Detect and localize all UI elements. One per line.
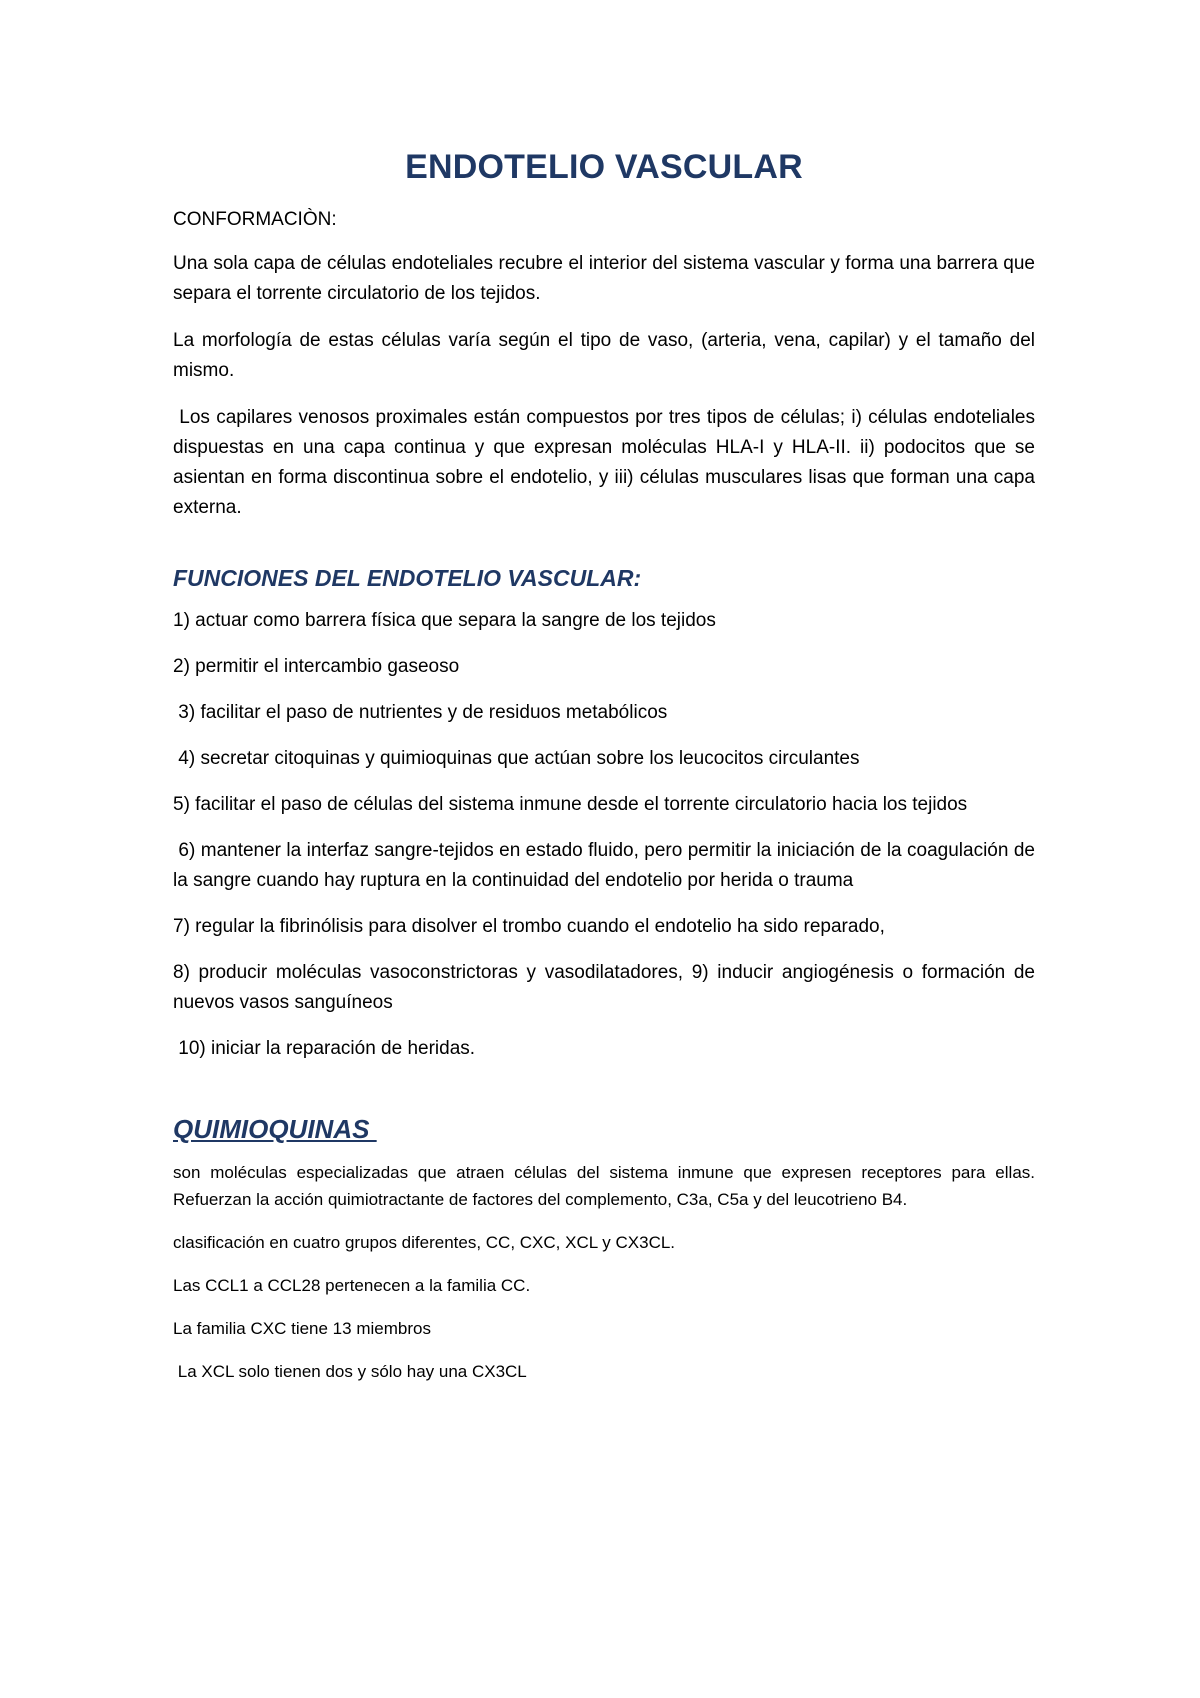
quimioquinas-paragraph-4: La familia CXC tiene 13 miembros — [173, 1319, 431, 1338]
funcion-item-6: 6) mantener la interfaz sangre-tejidos en estado fluido, pero permitir la iniciación de la coagulación de la sangre cuando hay ruptura en la continuidad del endotelio por herida o trauma — [173, 840, 1041, 891]
funcion-item-3: 3) facilitar el paso de nutrientes y de residuos metabólicos — [173, 702, 668, 723]
conformacion-paragraph-3: Los capilares venosos proximales están compuestos por tres tipos de células; i) células endoteliales dispuestas en una capa continua y que expresan moléculas HLA-I y HLA-II. ii) podocitos que se asientan en forma discontinua sobre el endotelio, y iii) células musculares lisas que forman una capa externa. — [173, 407, 1041, 518]
document-title: ENDOTELIO VASCULAR — [405, 148, 803, 186]
funciones-section — [173, 565, 1041, 1064]
quimioquinas-section — [173, 1114, 1035, 1385]
quimioquinas-paragraph-2: clasificación en cuatro grupos diferentes, CC, CXC, XCL y CX3CL. — [173, 1233, 676, 1252]
conformacion-label: CONFORMACIÒN: — [173, 209, 337, 230]
conformacion-paragraph-1: Una sola capa de células endoteliales recubre el interior del sistema vascular y forma una barrera que separa el torrente circulatorio de los tejidos. — [173, 253, 1035, 304]
funcion-item-7: 7) regular la fibrinólisis para disolver el trombo cuando el endotelio ha sido reparado, — [173, 916, 885, 937]
conformacion-section — [173, 209, 1041, 523]
conformacion-paragraph-2: La morfología de estas células varía según el tipo de vaso, (arteria, vena, capilar) y el tamaño del mismo. — [173, 330, 1035, 381]
quimioquinas-paragraph-3: Las CCL1 a CCL28 pertenecen a la familia CC. — [173, 1276, 531, 1295]
funcion-item-1: 1) actuar como barrera física que separa la sangre de los tejidos — [173, 610, 716, 631]
quimioquinas-paragraph-5: La XCL solo tienen dos y sólo hay una CX3CL — [173, 1362, 527, 1381]
funcion-item-2: 2) permitir el intercambio gaseoso — [173, 656, 460, 677]
funcion-item-4: 4) secretar citoquinas y quimioquinas que actúan sobre los leucocitos circulantes — [173, 748, 860, 769]
funcion-item-9: 10) iniciar la reparación de heridas. — [173, 1038, 476, 1059]
funcion-item-5: 5) facilitar el paso de células del sistema inmune desde el torrente circulatorio hacia los tejidos — [173, 794, 968, 815]
document-page — [173, 140, 1041, 1401]
funcion-item-8: 8) producir moléculas vasoconstrictoras y vasodilatadores, 9) inducir angiogénesis o formación de nuevos vasos sanguíneos — [173, 962, 1041, 1013]
funciones-heading: FUNCIONES DEL ENDOTELIO VASCULAR: — [173, 565, 642, 591]
quimioquinas-heading: QUIMIOQUINAS — [173, 1114, 377, 1144]
quimioquinas-paragraph-1: son moléculas especializadas que atraen células del sistema inmune que expresen receptores para ellas. Refuerzan la acción quimiotractante de factores del complemento, C3a, C5a y del leucotrieno B4. — [173, 1163, 1035, 1209]
